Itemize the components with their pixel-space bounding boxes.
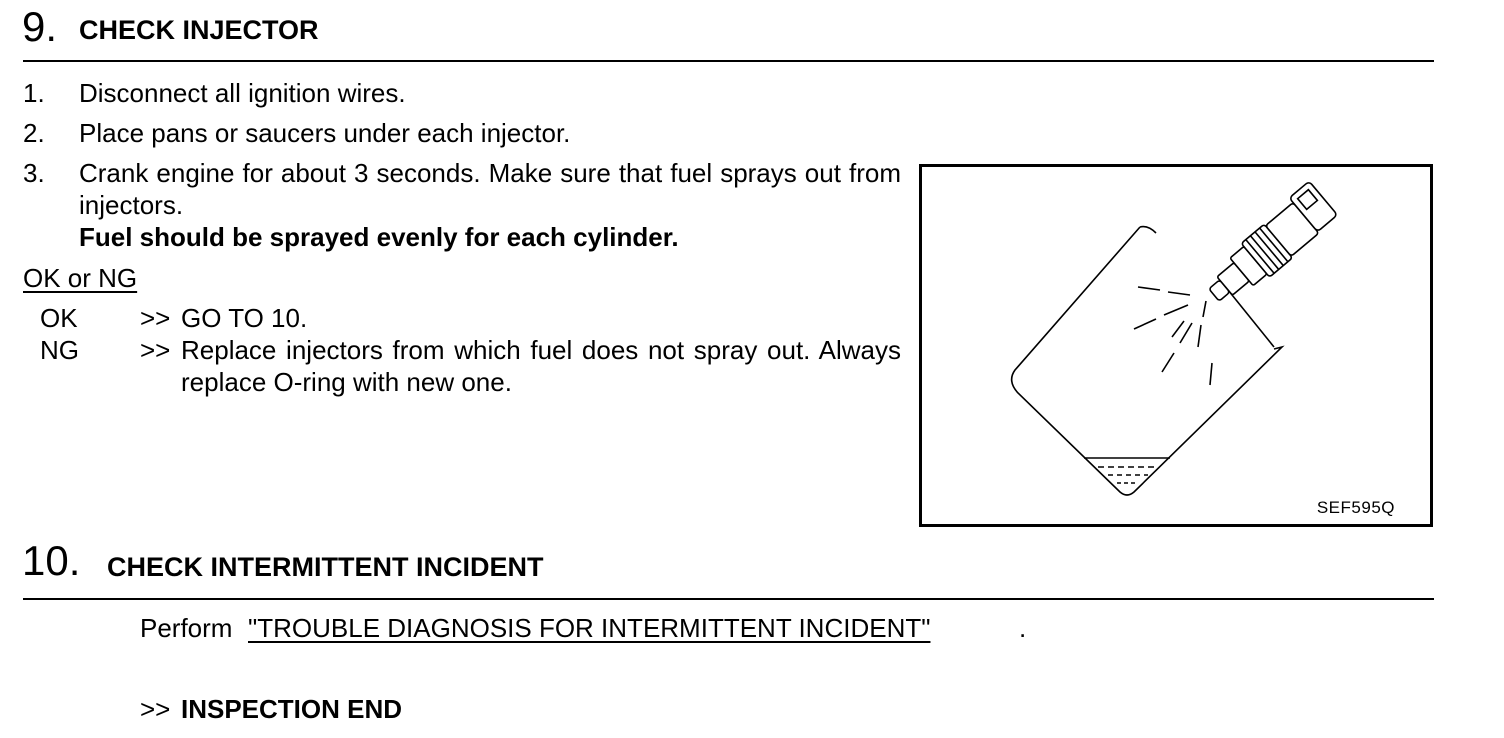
result-ng-code: NG — [40, 335, 79, 365]
step-10-divider — [23, 598, 1434, 600]
item-3-number: 3. — [23, 158, 45, 188]
ok-or-ng-label: OK or NG — [23, 263, 138, 293]
step-9-number: 9. — [22, 3, 58, 50]
result-ok-code: OK — [40, 303, 78, 333]
item-2-number: 2. — [23, 118, 45, 148]
step-9-divider — [23, 60, 1434, 62]
figure-code: SEF595Q — [1316, 498, 1395, 517]
item-1-text: Disconnect all ignition wires. — [79, 78, 406, 108]
item-2-text: Place pans or saucers under each injector. — [79, 118, 571, 148]
injector-body — [1197, 181, 1340, 312]
step-9-title: CHECK INJECTOR — [79, 15, 319, 45]
step-10-number: 10. — [22, 537, 81, 584]
result-ng-arrow: >> — [140, 335, 171, 365]
item-1-number: 1. — [23, 78, 45, 108]
step-10-title: CHECK INTERMITTENT INCIDENT — [107, 552, 544, 582]
intermittent-incident-link[interactable]: "TROUBLE DIAGNOSIS FOR INTERMITTENT INCIDENT" — [248, 613, 931, 643]
inspection-end: INSPECTION END — [181, 694, 403, 724]
injector-spray-illustration — [922, 167, 1430, 524]
injector-spray-figure — [919, 164, 1433, 527]
item-3-emphasis: Fuel should be sprayed evenly for each cylinder. — [79, 222, 679, 252]
item-3-text: Crank engine for about 3 seconds. Make sure that fuel sprays out from injectors. — [79, 158, 901, 220]
spray-lines — [1134, 287, 1212, 385]
perform-suffix: . — [1019, 613, 1027, 643]
perform-prefix: Perform — [140, 613, 233, 643]
end-arrow: >> — [140, 694, 171, 724]
result-ok-text[interactable]: GO TO 10. — [181, 303, 308, 333]
result-ng-text: Replace injectors from which fuel does not spray out. Always replace O-ring with new one. — [181, 335, 901, 397]
result-ok-arrow: >> — [140, 303, 171, 333]
